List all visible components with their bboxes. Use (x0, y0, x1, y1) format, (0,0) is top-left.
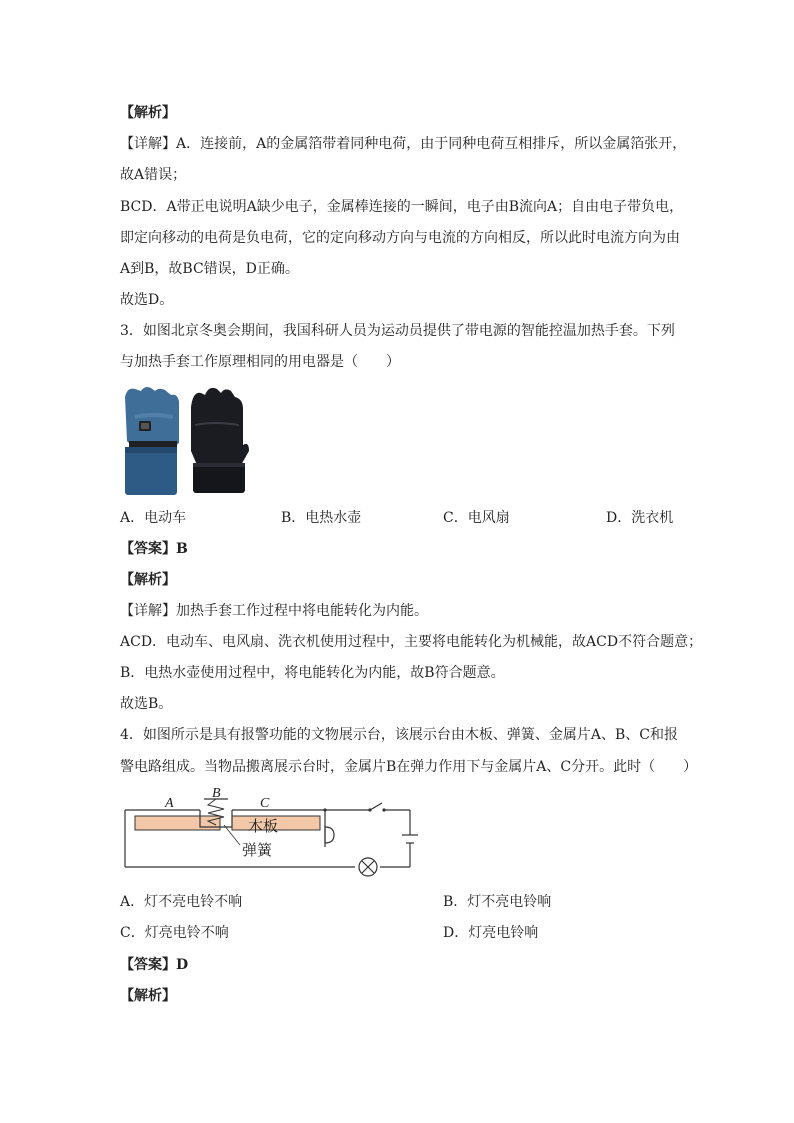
analysis-label: 【解析】 (120, 105, 176, 121)
detail-text: 【详解】加热手套工作过程中将电能转化为内能。 (120, 603, 428, 619)
choose-text: 故选D。 (120, 292, 174, 308)
answer-label: 【答案】B (120, 541, 188, 557)
answer-label: 【答案】D (120, 957, 189, 973)
label-b: B (212, 786, 221, 801)
option-c: C．电风扇 (443, 510, 510, 526)
heated-gloves-image (121, 385, 251, 497)
detail-text: 即定向移动的电荷是负电荷，它的定向移动方向与电流的方向相反，所以此时电流方向为由 (120, 230, 680, 246)
label-spring: 弹簧 (242, 841, 273, 859)
label-c: C (260, 796, 270, 811)
analysis-label: 【解析】 (120, 572, 176, 588)
option-a: A．电动车 (120, 510, 187, 526)
detail-text: ACD．电动车、电风扇、洗衣机使用过程中，主要将电能转化为机械能，故ACD不符合题意； (120, 634, 703, 650)
label-a: A (165, 796, 174, 811)
black-glove-icon (191, 388, 249, 493)
question-3-text: 与加热手套工作原理相同的用电器是（ ） (120, 354, 400, 370)
question-3-text: 3．如图北京冬奥会期间，我国科研人员为运动员提供了带电源的智能控温加热手套。下列 (120, 323, 675, 339)
detail-text: B．电热水壶使用过程中，将电能转化为内能，故B符合题意。 (120, 665, 505, 681)
question-4-text: 警电路组成。当物品搬离展示台时，金属片B在弹力作用下与金属片A、C分开。此时（ ） (120, 759, 698, 775)
option-c: C．灯亮电铃不响 (120, 925, 229, 941)
alarm-circuit-diagram (120, 785, 430, 885)
detail-text: 故A错误； (120, 167, 187, 183)
detail-text: A到B，故BC错误，D正确。 (120, 261, 299, 277)
option-d: D．洗衣机 (606, 510, 674, 526)
analysis-label: 【解析】 (120, 988, 176, 1004)
option-d: D．灯亮电铃响 (443, 925, 539, 941)
detail-text: BCD．A带正电说明A缺少电子，金属棒连接的一瞬间，电子由B流向A；自由电子带负电， (120, 199, 684, 215)
option-b: B．电热水壶 (281, 510, 362, 526)
option-b: B．灯不亮电铃响 (443, 894, 552, 910)
question-4-text: 4．如图所示是具有报警功能的文物展示台，该展示台由木板、弹簧、金属片A、B、C和报 (120, 727, 679, 743)
choose-text: 故选B。 (120, 696, 173, 712)
option-a: A．灯不亮电铃不响 (120, 894, 243, 910)
detail-text: 【详解】A．连接前，A的金属箔带着同种电荷，由于同种电荷互相排斥，所以金属箔张开， (120, 136, 687, 152)
label-board: 木板 (248, 817, 279, 835)
blue-glove-icon (125, 387, 179, 495)
